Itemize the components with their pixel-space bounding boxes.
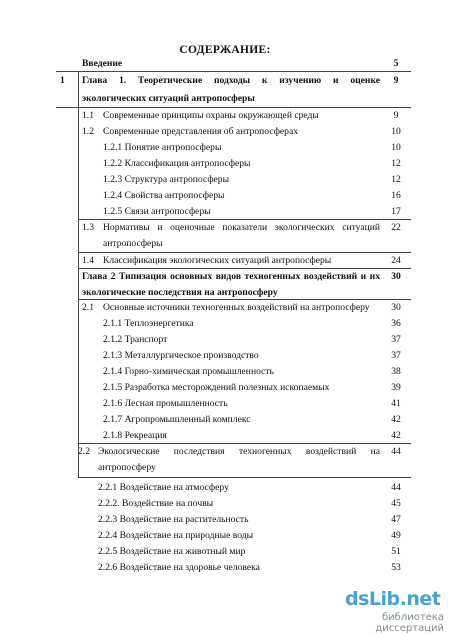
toc-page: 49 (391, 530, 401, 541)
watermark-caption: библиотека диссертаций (375, 612, 444, 634)
toc-num: 1.3 (82, 222, 94, 233)
toc-page: 47 (391, 514, 401, 525)
toc-text: Экологические последствия техногенных воздействий на (98, 446, 380, 457)
toc-page: 53 (391, 562, 401, 573)
table-rule (78, 477, 411, 478)
toc-num: 1.2 (82, 126, 94, 137)
toc-page: 30 (391, 302, 401, 313)
toc-text: 2.1.4 Горно-химическая промышленность (103, 366, 274, 377)
toc-page: 36 (391, 318, 401, 329)
toc-page: 10 (391, 142, 401, 153)
toc-page: 44 (391, 446, 401, 457)
toc-chapter2-line2: экологические последствия на антропосферу (82, 287, 278, 298)
toc-page: 16 (391, 190, 401, 201)
toc-text: 1.2.5 Связи антропосферы (103, 206, 211, 217)
toc-page: 17 (391, 206, 401, 217)
toc-text: Основные источники техногенных воздействий на антропосферу (103, 302, 370, 313)
toc-text: 2.2.1 Воздействие на атмосферу (98, 482, 229, 493)
toc-text: 2.1.3 Металлургическое производство (103, 350, 259, 361)
table-rule (78, 299, 411, 300)
toc-page: 10 (391, 126, 401, 137)
watermark-logo: dsLib.net (345, 588, 441, 610)
toc-text: 1.2.1 Понятие антропосферы (103, 142, 222, 153)
toc-page: 24 (391, 255, 401, 266)
toc-text: антропосферы (103, 238, 163, 249)
toc-page: 44 (391, 482, 401, 493)
toc-text: 1.2.4 Свойства антропосферы (103, 190, 225, 201)
toc-text: 2.2.5 Воздействие на животный мир (98, 546, 246, 557)
toc-text: 1.2.3 Структура антропосферы (103, 174, 230, 185)
toc-num: 1.4 (82, 255, 94, 266)
toc-num: 1.1 (82, 110, 94, 121)
toc-page: 51 (391, 546, 401, 557)
toc-page: 38 (391, 366, 401, 377)
table-rule-vertical (78, 71, 79, 477)
toc-chapter1-num: 1 (60, 75, 65, 86)
toc-text: 2.1.6 Лесная промышленность (103, 398, 228, 409)
toc-chapter2-page: 30 (391, 271, 401, 282)
toc-page: 45 (391, 498, 401, 509)
toc-text: 2.1.1 Теплоэнергетика (103, 318, 194, 329)
toc-page: 37 (391, 350, 401, 361)
toc-num: 2.1 (82, 302, 94, 313)
toc-text: антропосферу (98, 462, 156, 473)
toc-text: 2.1.2 Транспорт (103, 334, 168, 345)
table-rule (78, 268, 411, 269)
toc-text: Современные представления об антропосферах (103, 126, 299, 137)
table-rule (56, 107, 411, 108)
toc-page: 12 (391, 158, 401, 169)
table-rule (78, 219, 411, 220)
toc-chapter1-line2: экологических ситуаций антропосферы (82, 93, 255, 104)
toc-text: 2.2.6 Воздействие на здоровье человека (98, 562, 260, 573)
toc-text: 2.2.3 Воздействие на растительность (98, 514, 249, 525)
toc-page: 9 (393, 110, 399, 121)
toc-chapter1-line1: Глава 1. Теоретические подходы к изучению и оценке (82, 75, 380, 86)
page-title: СОДЕРЖАНИЕ: (179, 44, 271, 56)
toc-page: 42 (391, 430, 401, 441)
table-rule (78, 252, 411, 253)
toc-text: 2.1.8 Рекреация (103, 430, 167, 441)
toc-chapter2-line1: Глава 2 Типизация основных видов техногенных воздействий и их (82, 271, 380, 282)
toc-text: 1.2.2 Классификация антропосферы (103, 158, 251, 169)
toc-intro-label: Введение (82, 58, 123, 69)
toc-text: 2.2.2. Воздействие на почвы (98, 498, 214, 509)
toc-page: 42 (391, 414, 401, 425)
toc-text: Современные принципы охраны окружающей среды (103, 110, 319, 121)
toc-num: 2.2 (78, 446, 90, 457)
toc-text: Нормативы и оценочные показатели экологических ситуаций (103, 222, 380, 233)
toc-text: 2.1.7 Агропромышленный комплекс (103, 414, 251, 425)
toc-intro-page: 5 (393, 58, 399, 69)
toc-page: 39 (391, 382, 401, 393)
toc-text: 2.1.5 Разработка месторождений полезных ископаемых (103, 382, 330, 393)
toc-page: 12 (391, 174, 401, 185)
toc-page: 41 (391, 398, 401, 409)
toc-text: Классификация экологических ситуаций антропосферы (103, 255, 332, 266)
table-rule (78, 443, 411, 444)
toc-page: 37 (391, 334, 401, 345)
toc-text: 2.2.4 Воздействие на природные воды (98, 530, 254, 541)
toc-chapter1-page: 9 (393, 75, 399, 86)
toc-page: 22 (391, 222, 401, 233)
table-rule (56, 71, 411, 72)
